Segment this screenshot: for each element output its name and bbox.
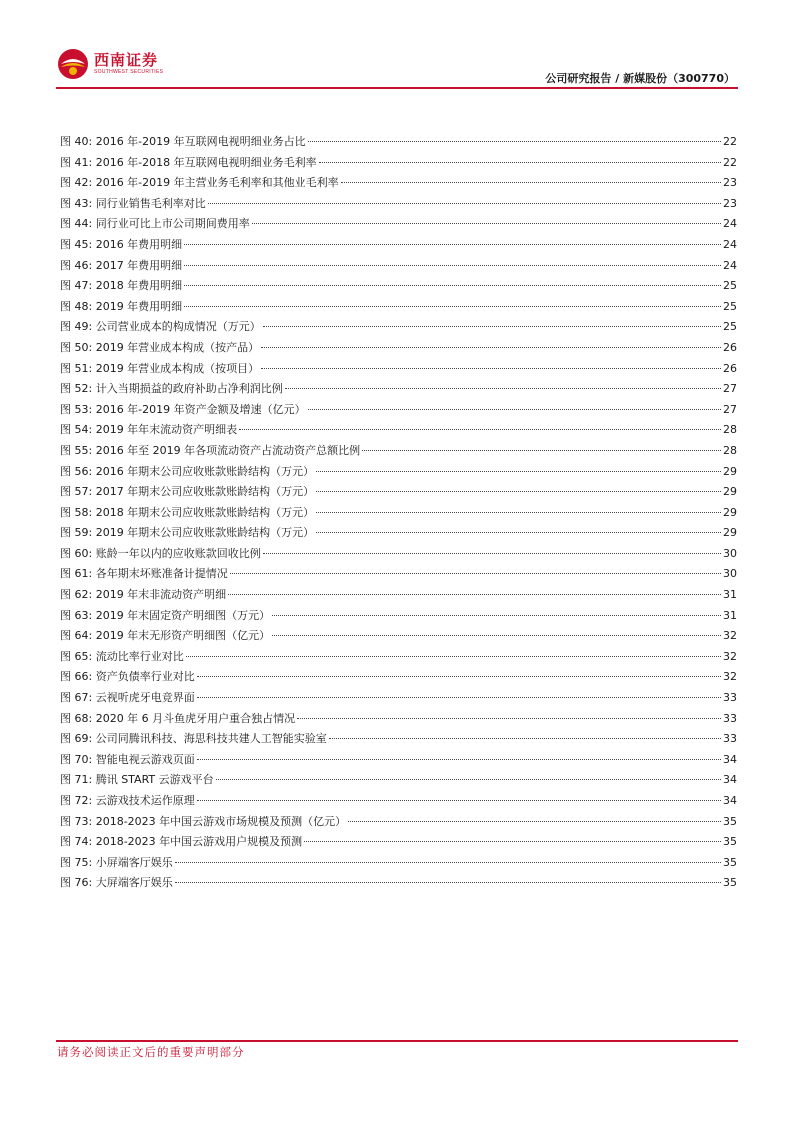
toc-entry[interactable] [60, 482, 737, 503]
toc-entry[interactable] [60, 173, 737, 194]
toc-entry-page-number: 27 [723, 382, 737, 396]
toc-entry-label: 图 56: 2016 年期末公司应收账款账龄结构（万元） [60, 464, 315, 478]
toc-entry-page-number: 29 [723, 464, 737, 478]
toc-entry[interactable] [60, 667, 737, 688]
toc-entry[interactable] [60, 503, 737, 524]
toc-entry-label: 图 55: 2016 年至 2019 年各项流动资产占流动资产总额比例 [60, 443, 361, 457]
toc-entry[interactable] [60, 400, 737, 421]
toc-entry-page-number: 23 [723, 196, 737, 210]
toc-entry-label: 图 71: 腾讯 START 云游戏平台 [60, 773, 214, 787]
toc-entry[interactable] [60, 647, 737, 668]
toc-entry-page-number: 22 [723, 155, 737, 169]
footer-disclaimer: 请务必阅读正文后的重要声明部分 [57, 1045, 245, 1059]
toc-entry[interactable] [60, 750, 737, 771]
toc-dot-leader [263, 553, 721, 554]
toc-dot-leader [308, 141, 721, 142]
toc-entry-page-number: 30 [723, 567, 737, 581]
toc-entry-page-number: 31 [723, 588, 737, 602]
toc-entry-page-number: 24 [723, 217, 737, 231]
toc-dot-leader [186, 656, 721, 657]
toc-entry-label: 图 61: 各年期末坏账准备计提情况 [60, 567, 228, 581]
toc-entry-page-number: 31 [723, 608, 737, 622]
toc-entry-page-number: 27 [723, 402, 737, 416]
toc-dot-leader [184, 285, 721, 286]
toc-dot-leader [184, 265, 721, 266]
toc-entry-page-number: 25 [723, 299, 737, 313]
toc-entry-label: 图 58: 2018 年期末公司应收账款账龄结构（万元） [60, 505, 315, 519]
toc-entry-label: 图 53: 2016 年-2019 年资产金额及增速（亿元） [60, 402, 306, 416]
toc-entry-page-number: 25 [723, 320, 737, 334]
toc-dot-leader [175, 882, 721, 883]
toc-entry[interactable] [60, 256, 737, 277]
toc-entry-label: 图 68: 2020 年 6 月斗鱼虎牙用户重合独占情况 [60, 711, 296, 725]
toc-entry-label: 图 65: 流动比率行业对比 [60, 649, 184, 663]
toc-entry[interactable] [60, 214, 737, 235]
toc-entry-page-number: 34 [723, 794, 737, 807]
toc-entry-label: 图 69: 公司同腾讯科技、海思科技共建人工智能实验室 [60, 732, 327, 746]
toc-dot-leader [184, 306, 721, 307]
toc-dot-leader [184, 244, 721, 245]
toc-entry-page-number: 29 [723, 526, 737, 540]
toc-entry-label: 图 45: 2016 年费用明细 [60, 237, 183, 251]
toc-entry[interactable] [60, 420, 737, 441]
toc-entry-label: 图 44: 同行业可比上市公司期间费用率 [60, 217, 250, 231]
footer-divider [56, 1040, 738, 1042]
toc-entry[interactable] [60, 791, 737, 812]
toc-entry-label: 图 43: 同行业销售毛利率对比 [60, 196, 206, 210]
toc-dot-leader [304, 841, 721, 842]
toc-entry-page-number: 28 [723, 423, 737, 437]
toc-entry-page-number: 32 [723, 670, 737, 684]
toc-dot-leader [316, 512, 721, 513]
toc-entry-label: 图 49: 公司营业成本的构成情况（万元） [60, 320, 261, 334]
toc-entry-page-number: 34 [723, 752, 737, 766]
toc-entry[interactable] [60, 276, 737, 297]
toc-entry[interactable] [60, 832, 737, 853]
toc-entry-page-number: 35 [723, 835, 737, 849]
toc-entry[interactable] [60, 729, 737, 750]
toc-entry-label: 图 67: 云视听虎牙电竞界面 [60, 691, 195, 705]
toc-entry-label: 图 60: 账龄一年以内的应收账款回收比例 [60, 546, 261, 560]
toc-dot-leader [197, 800, 721, 801]
toc-dot-leader [272, 615, 721, 616]
toc-entry-page-number: 25 [723, 279, 737, 293]
toc-dot-leader [348, 821, 721, 822]
toc-entry-label: 图 57: 2017 年期末公司应收账款账龄结构（万元） [60, 485, 315, 499]
toc-entry[interactable] [60, 626, 737, 647]
toc-entry-page-number: 30 [723, 546, 737, 560]
toc-entry[interactable] [60, 338, 737, 359]
toc-entry[interactable] [60, 462, 737, 483]
toc-entry-page-number: 22 [723, 135, 737, 148]
toc-entry-label: 图 64: 2019 年末无形资产明细图（亿元） [60, 629, 271, 643]
toc-entry-page-number: 32 [723, 629, 737, 643]
toc-dot-leader [316, 471, 721, 472]
toc-dot-leader [252, 223, 721, 224]
toc-dot-leader [208, 203, 721, 204]
toc-entry[interactable] [60, 359, 737, 380]
toc-entry-page-number: 33 [723, 691, 737, 705]
toc-dot-leader [272, 635, 721, 636]
toc-dot-leader [308, 409, 721, 410]
toc-entry-page-number: 32 [723, 649, 737, 663]
logo-emblem-icon [56, 47, 90, 81]
toc-entry[interactable] [60, 235, 737, 256]
toc-entry-page-number: 23 [723, 176, 737, 190]
toc-entry-label: 图 73: 2018-2023 年中国云游戏市场规模及预测（亿元） [60, 814, 347, 828]
figure-table-of-contents [60, 132, 737, 894]
toc-entry[interactable] [60, 688, 737, 709]
toc-dot-leader [341, 182, 721, 183]
toc-dot-leader [197, 759, 721, 760]
toc-entry[interactable] [60, 812, 737, 833]
toc-dot-leader [197, 697, 721, 698]
toc-entry-label: 图 46: 2017 年费用明细 [60, 258, 183, 272]
toc-entry-label: 图 54: 2019 年年末流动资产明细表 [60, 423, 238, 437]
toc-entry[interactable] [60, 194, 737, 215]
toc-entry-label: 图 59: 2019 年期末公司应收账款账龄结构（万元） [60, 526, 315, 540]
toc-dot-leader [297, 718, 721, 719]
toc-entry[interactable] [60, 317, 737, 338]
toc-entry[interactable] [60, 153, 737, 174]
toc-entry-label: 图 42: 2016 年-2019 年主营业务毛利率和其他业毛利率 [60, 176, 339, 190]
toc-dot-leader [329, 738, 721, 739]
toc-entry[interactable] [60, 441, 737, 462]
toc-entry-page-number: 28 [723, 443, 737, 457]
toc-dot-leader [316, 532, 721, 533]
toc-dot-leader [197, 676, 721, 677]
toc-entry-page-number: 24 [723, 237, 737, 251]
toc-entry-label: 图 40: 2016 年-2019 年互联网电视明细业务占比 [60, 135, 306, 148]
toc-entry-label: 图 66: 资产负债率行业对比 [60, 670, 195, 684]
toc-entry[interactable] [60, 709, 737, 730]
toc-entry[interactable] [60, 853, 737, 874]
toc-dot-leader [239, 429, 721, 430]
toc-entry-page-number: 35 [723, 814, 737, 828]
toc-entry[interactable] [60, 585, 737, 606]
toc-entry-page-number: 26 [723, 361, 737, 375]
toc-entry-label: 图 47: 2018 年费用明细 [60, 279, 183, 293]
company-logo [56, 47, 176, 81]
toc-entry-page-number: 33 [723, 711, 737, 725]
toc-entry-label: 图 41: 2016 年-2018 年互联网电视明细业务毛利率 [60, 155, 317, 169]
toc-entry[interactable] [60, 873, 737, 894]
toc-entry[interactable] [60, 770, 737, 791]
toc-entry[interactable] [60, 564, 737, 585]
toc-dot-leader [216, 779, 721, 780]
toc-entry-page-number: 29 [723, 505, 737, 519]
toc-dot-leader [228, 594, 721, 595]
toc-entry[interactable] [60, 606, 737, 627]
logo-english-name: SOUTHWEST SECURITIES [94, 69, 164, 75]
toc-dot-leader [362, 450, 721, 451]
toc-entry-label: 图 70: 智能电视云游戏页面 [60, 752, 195, 766]
toc-dot-leader [261, 347, 721, 348]
toc-dot-leader [263, 326, 721, 327]
toc-entry-label: 图 63: 2019 年末固定资产明细图（万元） [60, 608, 271, 622]
toc-entry-label: 图 75: 小屏端客厅娱乐 [60, 855, 173, 869]
toc-dot-leader [175, 862, 721, 863]
logo-chinese-name: 西南证券 [94, 51, 159, 69]
toc-dot-leader [285, 388, 721, 389]
header-divider [56, 87, 738, 89]
toc-entry-page-number: 35 [723, 876, 737, 890]
toc-entry-label: 图 72: 云游戏技术运作原理 [60, 794, 195, 807]
toc-entry-label: 图 76: 大屏端客厅娱乐 [60, 876, 173, 890]
toc-entry-label: 图 62: 2019 年末非流动资产明细 [60, 588, 227, 602]
toc-entry-label: 图 52: 计入当期损益的政府补助占净利润比例 [60, 382, 283, 396]
report-header-title: 公司研究报告 / 新媒股份（300770） [545, 72, 735, 85]
toc-dot-leader [319, 162, 721, 163]
toc-entry[interactable] [60, 297, 737, 318]
toc-entry-label: 图 74: 2018-2023 年中国云游戏用户规模及预测 [60, 835, 303, 849]
toc-entry[interactable] [60, 379, 737, 400]
toc-entry-label: 图 50: 2019 年营业成本构成（按产品） [60, 340, 260, 354]
toc-entry-label: 图 51: 2019 年营业成本构成（按项目） [60, 361, 260, 375]
toc-dot-leader [261, 368, 721, 369]
toc-entry-page-number: 35 [723, 855, 737, 869]
toc-entry-page-number: 33 [723, 732, 737, 746]
toc-entry[interactable] [60, 132, 737, 153]
toc-entry[interactable] [60, 544, 737, 565]
toc-entry-page-number: 26 [723, 340, 737, 354]
toc-entry-page-number: 24 [723, 258, 737, 272]
toc-entry[interactable] [60, 523, 737, 544]
toc-entry-page-number: 29 [723, 485, 737, 499]
toc-dot-leader [316, 491, 721, 492]
toc-dot-leader [230, 573, 721, 574]
toc-entry-page-number: 34 [723, 773, 737, 787]
toc-entry-label: 图 48: 2019 年费用明细 [60, 299, 183, 313]
